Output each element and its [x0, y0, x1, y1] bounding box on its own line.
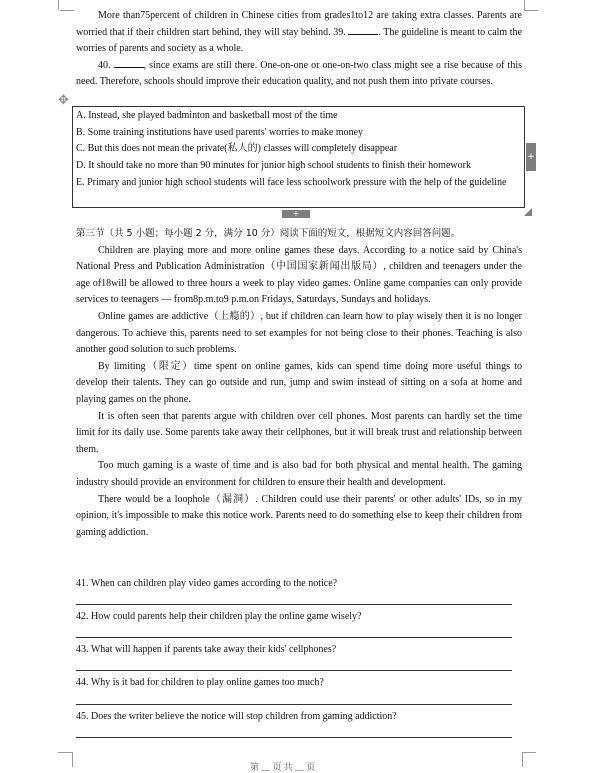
- crop-mark: [58, 752, 72, 753]
- blank-number: 40.: [98, 59, 111, 71]
- paragraph: [76, 58, 522, 91]
- section-heading: 第三节（共 5 小题；每小题 2 分，满分 10 分）阅读下面的短文，根据短文内容回答问题。: [76, 228, 461, 239]
- passage-top: [76, 8, 522, 91]
- question: 41. When can children play video games according to the notice?: [76, 578, 338, 589]
- option-item: D. It should take no more than 90 minutes for junior high school students to finish their homework: [76, 160, 471, 171]
- question: 44. Why is it bad for children to play online games too much?: [76, 677, 324, 688]
- move-icon[interactable]: ✥: [58, 93, 69, 108]
- answer-line: [76, 637, 512, 638]
- crop-mark: [524, 10, 538, 11]
- answer-blank: [348, 25, 378, 35]
- crop-mark: [522, 752, 523, 767]
- paragraph: By limiting（限定）time spent on online games, kids can spend time doing more useful things to develop their talents. They can go outside and run, jump and swim instead of sitting on a sofa at home and playing games on the phone.: [76, 360, 522, 405]
- option-item: C. But this does not mean the private(私人的) classes will completely disappear: [76, 143, 398, 154]
- crop-mark: [60, 10, 74, 11]
- paragraph: [76, 8, 522, 58]
- crop-mark: [72, 752, 73, 767]
- answer-line: [76, 604, 512, 605]
- question: 45. Does the writer believe the notice will stop children from gaming addiction?: [76, 711, 397, 722]
- answer-line: [76, 670, 512, 671]
- add-column-tab[interactable]: +: [526, 143, 536, 171]
- crop-mark: [522, 752, 536, 753]
- crop-mark: [524, 0, 525, 10]
- answer-blank: [114, 58, 144, 68]
- option-item: E. Primary and junior high school students will face less schoolwork pressure with the help of the guideline: [76, 177, 507, 188]
- answer-line: [76, 737, 512, 738]
- question: 42. How could parents help their children play the online game wisely?: [76, 611, 362, 622]
- paragraph: Children are playing more and more online games these days. According to a notice said by China's National Press and Publication Administration（中国国家新闻出版局）, children and teenagers under the age of18will be allowed to three hours a week to play video games. Online game companies can only provide services to teenagers — from8p.m.to9 p.m.on Fridays, Saturdays, Sundays and holidays.: [76, 244, 522, 306]
- page-footer: 第 __ 页 共 __ 页: [250, 762, 316, 772]
- paragraph-text: More than75percent of children in Chinese cities from grades1to12 are taking extra classes. Parents are worried that if their children start behind, they will stay behind. 39.: [76, 10, 522, 38]
- paragraph: There would be a loophole（漏洞）. Children could use their parents' or other adults' IDs, so in my opinion, it's impossible to make this notice work. Parents need to do something else to keep their children from gaming addiction.: [76, 493, 522, 538]
- resize-handle[interactable]: [524, 208, 532, 216]
- paragraph: Too much gaming is a waste of time and is also bad for both physical and mental health. The gaming industry should provide an environment for children to ensure their health and development.: [76, 460, 522, 488]
- question: 43. What will happen if parents take away their kids' cellphones?: [76, 644, 337, 655]
- paragraph-text: , since exams are still there. One-on-one or one-on-two class might see a rise because of this need. Therefore, schools should improve their education quality, and not push them into private courses.: [76, 59, 523, 88]
- add-row-tab[interactable]: +: [282, 210, 310, 218]
- option-item: B. Some training institutions have used parents' worries to make money: [76, 127, 364, 138]
- option-item: A. Instead, she played badminton and basketball most of the time: [76, 110, 338, 121]
- section-3: [76, 226, 522, 541]
- paragraph: Online games are addictive（上瘾的）, but if children can learn how to play wisely then it is no longer dangerous. To achieve this, parents need to set examples for not being close to their phones. Teaching is also another good solution to such problems.: [76, 310, 522, 356]
- paragraph: It is often seen that parents argue with children over cell phones. Most parents can hardly set the time limit for its daily use. Some parents take away their cellphones, but it will break trust and relationship between them.: [76, 410, 522, 455]
- crop-mark: [58, 0, 59, 10]
- paragraph-text: . The guideline is meant to calm the worries of parents and society as a whole.: [76, 26, 522, 55]
- answer-line: [76, 704, 512, 705]
